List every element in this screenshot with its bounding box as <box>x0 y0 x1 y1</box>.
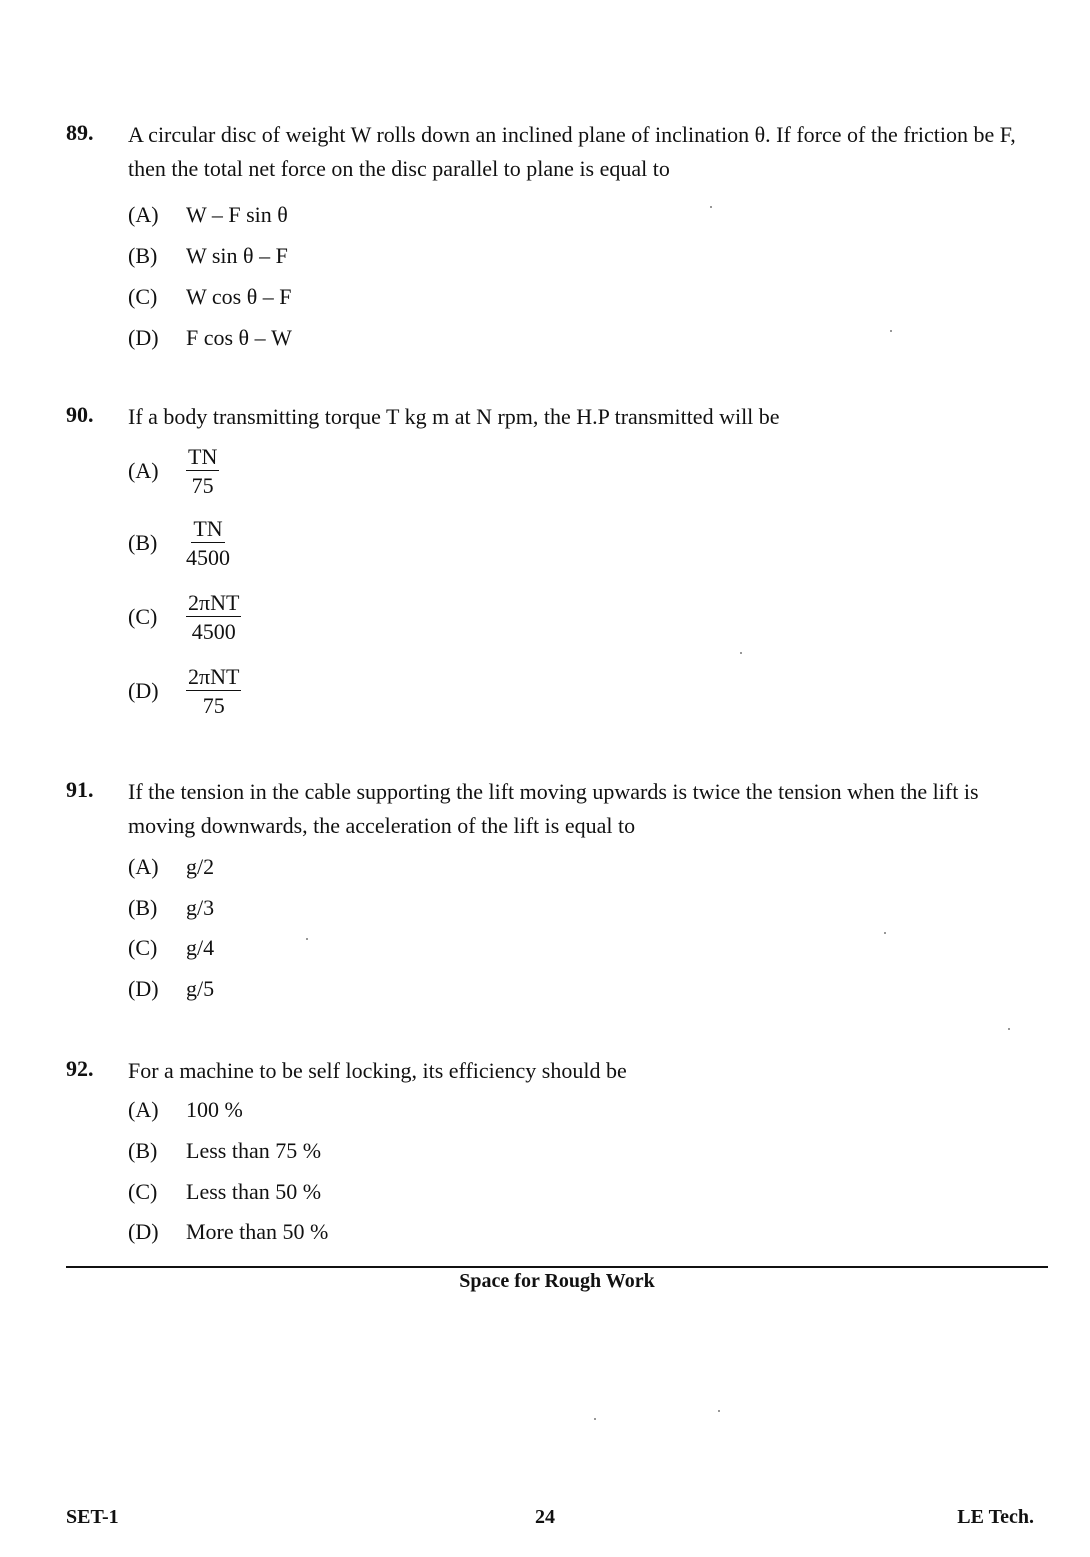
scan-speck <box>710 206 712 208</box>
option-value: F cos θ – W <box>186 325 292 350</box>
option-value: Less than 75 % <box>186 1138 322 1163</box>
option-label: (A) <box>128 458 159 483</box>
fraction-denominator: 4500 <box>186 545 230 570</box>
option-value: W – F sin θ <box>186 202 288 227</box>
fraction-numerator: TN <box>188 444 218 469</box>
fraction <box>186 444 219 499</box>
option-label: (D) <box>128 976 159 1001</box>
fraction <box>186 516 230 571</box>
question-text: If the tension in the cable supporting the lift moving upwards is twice the tension when the lift is moving downwards, the acceleration of the lift is equal to <box>128 779 979 838</box>
question-number: 92. <box>66 1056 94 1081</box>
option-d[interactable] <box>128 974 214 1004</box>
option-d[interactable] <box>128 323 292 353</box>
scan-speck <box>890 330 892 332</box>
option-label: (C) <box>128 1179 158 1204</box>
option-a[interactable] <box>128 200 288 230</box>
option-value: W cos θ – F <box>186 284 292 309</box>
scan-speck <box>718 1410 720 1412</box>
scan-speck <box>306 938 308 940</box>
option-label: (B) <box>128 1138 158 1163</box>
option-value: Less than 50 % <box>186 1179 322 1204</box>
option-value: g/4 <box>186 935 215 960</box>
option-value: g/5 <box>186 976 215 1001</box>
scan-speck <box>740 652 742 654</box>
option-value: g/2 <box>186 854 215 879</box>
option-label: (C) <box>128 284 158 309</box>
footer-set-code: SET-1 <box>66 1506 119 1528</box>
fraction <box>186 664 241 719</box>
option-c[interactable] <box>128 933 214 963</box>
option-b[interactable] <box>128 241 288 271</box>
fraction-numerator: 2πNT <box>188 664 240 689</box>
option-label: (B) <box>128 530 158 555</box>
option-value: More than 50 % <box>186 1219 329 1244</box>
question-text: For a machine to be self locking, its efficiency should be <box>128 1058 627 1083</box>
page-number: 24 <box>535 1506 555 1528</box>
option-b[interactable] <box>128 1136 321 1166</box>
scan-speck <box>1008 1028 1010 1030</box>
question-number: 89. <box>66 120 94 145</box>
rough-work-divider <box>66 1266 1048 1268</box>
option-c[interactable] <box>128 1177 321 1207</box>
question-text: A circular disc of weight W rolls down an inclined plane of inclination θ. If force of the friction be F, then the total net force on the disc parallel to plane is equal to <box>128 122 1016 181</box>
option-b[interactable] <box>128 893 214 923</box>
rough-work-heading: Space for Rough Work <box>459 1270 655 1292</box>
fraction-numerator: 2πNT <box>188 590 240 615</box>
option-label: (D) <box>128 678 159 703</box>
option-label: (C) <box>128 604 158 629</box>
option-label: (B) <box>128 243 158 268</box>
option-label: (A) <box>128 854 159 879</box>
question-number: 91. <box>66 777 94 802</box>
footer-subject: LE Tech. <box>957 1506 1034 1528</box>
fraction-denominator: 75 <box>191 473 214 498</box>
question-text: If a body transmitting torque T kg m at N rpm, the H.P transmitted will be <box>128 404 780 429</box>
option-label: (D) <box>128 325 159 350</box>
option-label: (B) <box>128 895 158 920</box>
option-value: g/3 <box>186 895 215 920</box>
option-a[interactable] <box>128 852 214 882</box>
option-label: (A) <box>128 1097 159 1122</box>
scan-speck <box>594 1418 596 1420</box>
option-d[interactable] <box>128 1217 328 1247</box>
option-label: (A) <box>128 202 159 227</box>
fraction-numerator: TN <box>193 516 223 541</box>
option-a[interactable] <box>128 1095 243 1125</box>
option-label: (D) <box>128 1219 159 1244</box>
question-number: 90. <box>66 402 94 427</box>
scan-speck <box>884 932 886 934</box>
option-c[interactable] <box>128 282 291 312</box>
fraction <box>186 590 241 645</box>
option-value: 100 % <box>186 1097 243 1122</box>
option-label: (C) <box>128 935 158 960</box>
option-value: W sin θ – F <box>186 243 288 268</box>
fraction-denominator: 75 <box>202 693 225 718</box>
fraction-denominator: 4500 <box>191 619 236 644</box>
